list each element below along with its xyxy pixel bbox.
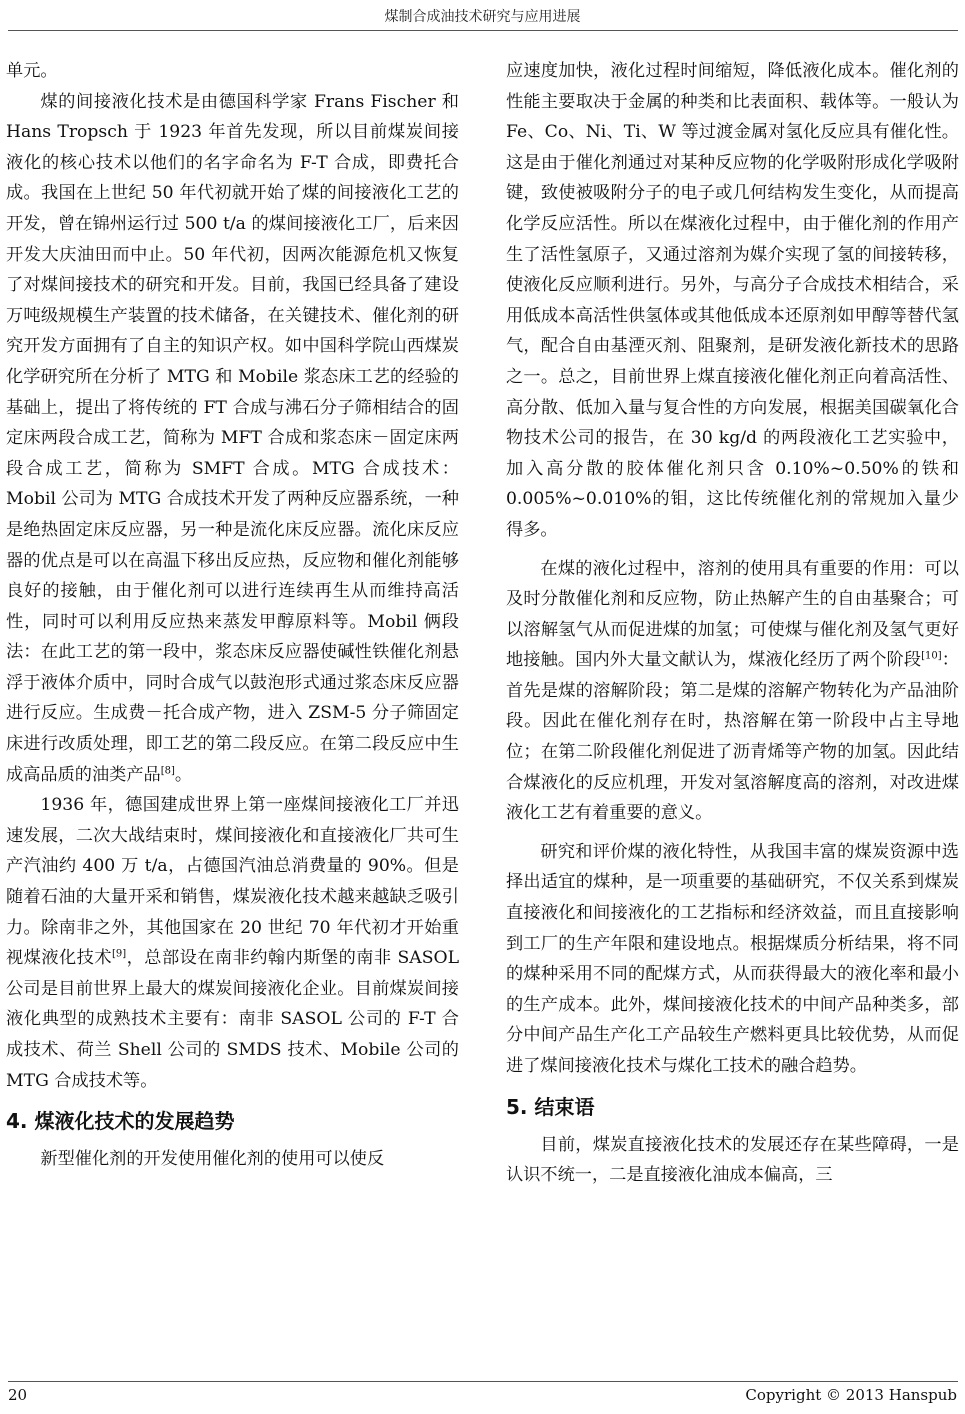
section-heading-4: 4. 煤液化技术的发展趋势 <box>6 1109 235 1134</box>
paragraph-coal-selection: 研究和评价煤的液化特性，从我国丰富的煤炭资源中选择出适宜的煤种，是一项重要的基础研究，不仅关系到煤炭直接液化和间接液化的工艺指标和经济效益，而且直接影响到工厂的生产年限和建设地点。根据煤质分析结果，将不同的煤种采用不同的配煤方式，从而获得最大的液化率和最小的生产成本。此外，煤间接液化技术的中间产品种类多，部分中间产品生产化工产品较生产燃料更具比较优势，从而促进了煤间接液化技术与煤化工技术的融合趋势。 <box>506 841 959 1076</box>
paragraph-continuation: 单元。 <box>6 61 58 81</box>
paragraph-conclusion: 目前，煤炭直接液化技术的发展还存在某些障碍，一是认识不统一，二是直接液化油成本偏高，三 <box>506 1134 959 1186</box>
citation-ref: [10] <box>921 650 942 662</box>
paragraph-text: 1936 年，德国建成世界上第一座煤间接液化工厂并迅速发展，二次大战结束时，煤间接液化和直接液化厂共可生产汽油约 400 万 t/a，占德国汽油总消费量的 90%。但是随着石油的大量开采和销售，煤炭液化技术越来越缺乏吸引力。除南非之外，其他国家在 20 世纪 70 年代初才开始重视煤液化技术 <box>6 795 459 969</box>
footer-rule <box>8 1381 958 1382</box>
paragraph-text: 在煤的液化过程中，溶剂的使用具有重要的作用：可以及时分散催化剂和反应物，防止热解产生的自由基聚合；可以溶解氢气从而促进煤的加氢；可使煤与催化剂及氢气更好地接触。国内外大量文献认为，煤液化经历了两个阶段 <box>506 558 959 671</box>
page-number: 20 <box>8 1386 28 1404</box>
paragraph-catalyst-intro: 新型催化剂的开发使用催化剂的使用可以使反 <box>40 1149 385 1170</box>
paragraph-solvent <box>506 554 959 829</box>
citation-ref: [8] <box>160 764 175 776</box>
copyright-notice: Copyright © 2013 Hanspub <box>745 1386 957 1404</box>
paragraph-text: 煤的间接液化技术是由德国科学家 Frans Fischer 和 Hans Tropsch 于 1923 年首先发现，所以目前煤炭间接液化的核心技术以他们的名字命名为 F-T 合成，即费托合成。我国在上世纪 50 年代初就开始了煤的间接液化工艺的开发，曾在锦州运行过 500 t/a 的煤间接液化工厂，后来因开发大庆油田而中止。50 年代初，因两次能源危机又恢复了对煤间接技术的研究和开发。目前，我国已经具备了建设万吨级规模生产装置的技术储备，在关键技术、催化剂的研究开发方面拥有了自主的知识产权。如中国科学院山西煤炭化学研究所在分析了 MTG 和 Mobile 浆态床工艺的经验的基础上，提出了将传统的 FT 合成与沸石分子筛相结合的固定床两段合成工艺，简称为 MFT 合成和浆态床－固定床两段合成工艺，简称为 SMFT 合成。MTG 合成技术：Mobil 公司为 MTG 合成技术开发了两种反应器系统，一种是绝热固定床反应器，另一种是流化床反应器。流化床反应器的优点是可以在高温下移出反应热，反应物和催化剂能够良好的接触，由于催化剂可以进行连续再生从而维持高活性，同时可以利用反应热来蒸发甲醇原料等。Mobil 俩段法：在此工艺的第一段中，浆态床反应器使碱性铁催化剂悬浮于液体介质中，同时合成气以鼓泡形式通过浆态床反应器进行反应。生成费－托合成产物，进入 ZSM-5 分子筛固定床进行改质处理，即工艺的第二段反应。在第二段反应中生成高品质的油类产品 <box>6 91 459 785</box>
running-header: 煤制合成油技术研究与应用进展 <box>384 9 581 25</box>
paragraph-history <box>6 790 459 1096</box>
paragraph-catalyst: 应速度加快，液化过程时间缩短，降低液化成本。催化剂的性能主要取决于金属的种类和比表面积、载体等。一般认为 Fe、Co、Ni、Ti、W 等过渡金属对氢化反应具有催化性。这是由于催化剂通过对某种反应物的化学吸附形成化学吸附键，致使被吸附分子的电子或几何结构发生变化，从而提高化学反应活性。所以在煤液化过程中，由于催化剂的作用产生了活性氢原子，又通过溶剂为媒介实现了氢的间接转移，使液化反应顺利进行。另外，与高分子合成技术相结合，采用低成本高活性供氢体或其他低成本还原剂如甲醇等替代氢气，配合自由基湮灭剂、阻聚剂，是研发液化新技术的思路之一。总之，目前世界上煤直接液化催化剂正向着高活性、高分散、低加入量与复合性的方向发展，根据美国碳氧化合物技术公司的报告，在 30 kg/d 的两段液化工艺实验中，加入高分散的胶体催化剂只含 0.10%~0.50%的铁和 0.005%~0.010%的钼，这比传统催化剂的常规加入量少得多。 <box>506 61 959 540</box>
header-rule <box>8 30 958 31</box>
paragraph-text: ，总部设在南非约翰内斯堡的南非 SASOL 公司是目前世界上最大的煤炭间接液化企业。目前煤炭间接液化典型的成熟技术主要有：南非 SASOL 公司的 F-T 合成技术、荷兰 Shell 公司的 SMDS 技术、Mobile 公司的 MTG 合成技术等。 <box>6 948 459 1091</box>
paragraph-indirect-liquefaction <box>6 87 459 791</box>
citation-ref: [9] <box>111 948 127 960</box>
section-heading-5: 5. 结束语 <box>506 1094 595 1119</box>
right-column <box>506 56 959 1191</box>
paragraph-text: ：首先是煤的溶解阶段；第二是煤的溶解产物转化为产品油阶段。因此在催化剂存在时，热溶解在第一阶段中占主导地位；在第二阶段催化剂促进了沥青烯等产物的加氢。因此结合煤液化的反应机理，开发对氢溶解度高的溶剂，对改进煤液化工艺有着重要的意义。 <box>506 650 959 824</box>
paragraph-text: 。 <box>174 764 193 785</box>
left-column <box>6 56 459 1175</box>
